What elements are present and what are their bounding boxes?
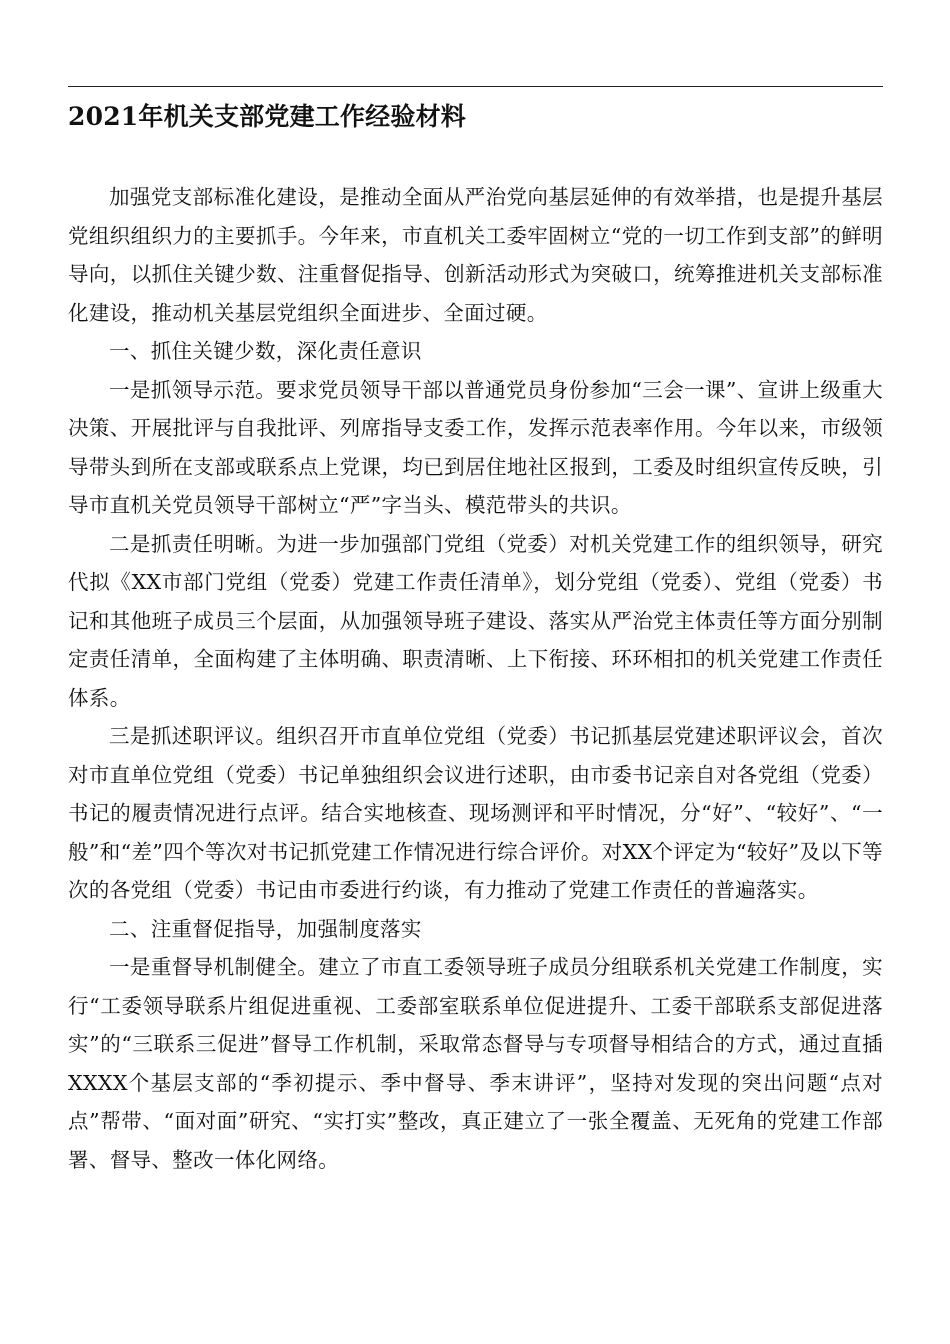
document-body — [68, 178, 883, 1179]
header-rule — [68, 86, 883, 87]
paragraph-supervision-mechanism: 一是重督导机制健全。建立了市直工委领导班子成员分组联系机关党建工作制度，实行“工委领导联系片组促进重视、工委部室联系单位促进提升、工委干部联系支部促进落实”的“三联系三促进”督导工作机制，采取常态督导与专项督导相结合的方式，通过直插XXXX个基层支部的“季初提示、季中督导、季末讲评”，坚持对发现的突出问题“点对点”帮带、“面对面”研究、“实打实”整改，真正建立了一张全覆盖、无死角的党建工作部署、督导、整改一体化网络。 — [68, 955, 883, 1172]
section-heading-1: 一、抓住关键少数，深化责任意识 — [109, 339, 422, 363]
paragraph-responsibility-clarity: 二是抓责任明晰。为进一步加强部门党组（党委）对机关党建工作的组织领导，研究代拟《XX市部门党组（党委）党建工作责任清单》，划分党组（党委）、党组（党委）书记和其他班子成员三个层面，从加强领导班子建设、落实从严治党主体责任等方面分别制定责任清单，全面构建了主体明确、职责清晰、上下衔接、环环相扣的机关党建工作责任体系。 — [68, 531, 883, 710]
document-title: 2021年机关支部党建工作经验材料 — [68, 102, 466, 131]
paragraph-duty-review: 三是抓述职评议。组织召开市直单位党组（党委）书记抓基层党建述职评议会，首次对市直单位党组（党委）书记单独组织会议进行述职，由市委书记亲自对各党组（党委）书记的履责情况进行点评。结合实地核查、现场测评和平时情况，分“好”、“较好”、“一般”和“差”四个等次对书记抓党建工作情况进行综合评价。对XX个评定为“较好”及以下等次的各党组（党委）书记由市委进行约谈，有力推动了党建工作责任的普遍落实。 — [68, 724, 883, 902]
intro-paragraph: 加强党支部标准化建设，是推动全面从严治党向基层延伸的有效举措，也是提升基层党组织组织力的主要抓手。今年来，市直机关工委牢固树立“党的一切工作到支部”的鲜明导向，以抓住关键少数、注重督促指导、创新活动形式为突破口，统筹推进机关支部标准化建设，推动机关基层党组织全面进步、全面过硬。 — [68, 185, 883, 325]
section-heading-2: 二、注重督促指导，加强制度落实 — [109, 916, 422, 941]
paragraph-leadership-demonstration: 一是抓领导示范。要求党员领导干部以普通党员身份参加“三会一课”、宣讲上级重大决策、开展批评与自我批评、列席指导支委工作，发挥示范表率作用。今年以来，市级领导带头到所在支部或联系点上党课，均已到居住地社区报到，工委及时组织宣传反映，引导市直机关党员领导干部树立“严”字当头、模范带头的共识。 — [68, 377, 883, 517]
